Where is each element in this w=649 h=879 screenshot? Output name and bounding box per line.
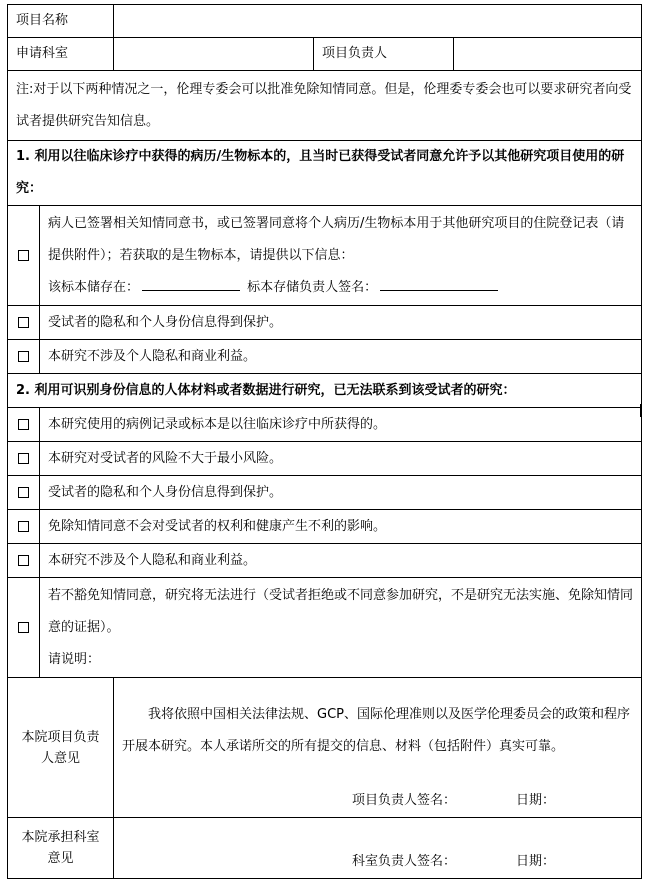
pi-field[interactable] — [454, 38, 642, 71]
dept-opinion-cell — [114, 818, 642, 879]
dept-signature-row — [122, 846, 633, 878]
storage-field[interactable] — [142, 276, 240, 291]
project-name-field[interactable] — [114, 5, 642, 38]
checkbox-s2-item4[interactable] — [18, 521, 29, 532]
s2-item1: 本研究使用的病例记录或标本是以往临床诊疗中所获得的。 — [40, 408, 642, 442]
checkbox-cell — [8, 544, 40, 578]
s2-item6 — [40, 578, 642, 678]
s2-item2: 本研究对受试者的风险不大于最小风险。 — [40, 442, 642, 476]
checkbox-cell — [8, 306, 40, 340]
checkbox-s1-item3[interactable] — [18, 351, 29, 362]
note-text: 注:对于以下两种情况之一，伦理专委会可以批准免除知情同意。但是，伦理委专委会也可以要求研究者向受试者提供研究告知信息。 — [8, 71, 642, 141]
project-name-label: 项目名称 — [8, 5, 114, 38]
checkbox-s2-item1[interactable] — [18, 419, 29, 430]
s2-item6-text: 若不豁免知情同意，研究将无法进行（受试者拒绝或不同意参加研究，不是研究无法实施、免除知情同意的证据）。 — [48, 587, 634, 635]
pi-sign-label[interactable]: 项目负责人签名： — [352, 793, 457, 808]
s2-item3: 受试者的隐私和个人身份信息得到保护。 — [40, 476, 642, 510]
checkbox-s1-item1[interactable] — [18, 250, 29, 261]
checkbox-s2-item3[interactable] — [18, 487, 29, 498]
checkbox-s2-item5[interactable] — [18, 555, 29, 566]
s1-item1 — [40, 206, 642, 306]
s2-item4: 免除知情同意不会对受试者的权利和健康产生不利的影响。 — [40, 510, 642, 544]
section1-heading: 1. 利用以往临床诊疗中获得的病历/生物标本的，且当时已获得受试者同意允许予以其他研究项目使用的研究： — [8, 141, 642, 206]
pi-opinion-cell — [114, 678, 642, 818]
dept-date-label[interactable]: 日期： — [516, 854, 556, 869]
table-edge-mark — [640, 404, 642, 417]
pi-signature-row — [122, 785, 633, 817]
dept-opinion-label: 本院承担科室意见 — [8, 818, 114, 879]
checkbox-s1-item2[interactable] — [18, 317, 29, 328]
dept-field[interactable] — [114, 38, 314, 71]
storage-label: 该标本储存在： — [48, 279, 140, 295]
checkbox-cell — [8, 578, 40, 678]
s2-item5: 本研究不涉及个人隐私和商业利益。 — [40, 544, 642, 578]
checkbox-cell — [8, 442, 40, 476]
dept-label: 申请科室 — [8, 38, 114, 71]
exemption-form — [7, 4, 642, 879]
checkbox-s2-item2[interactable] — [18, 453, 29, 464]
checkbox-cell — [8, 510, 40, 544]
s1-item2: 受试者的隐私和个人身份信息得到保护。 — [40, 306, 642, 340]
custodian-sign-field[interactable] — [380, 276, 498, 291]
checkbox-cell — [8, 476, 40, 510]
checkbox-cell — [8, 340, 40, 374]
pi-label: 项目负责人 — [314, 38, 454, 71]
pi-statement: 我将依照中国相关法律法规、GCP、国际伦理准则以及医学伦理委员会的政策和程序开展本研究。本人承诺所交的所有提交的信息、材料（包括附件）真实可靠。 — [122, 707, 631, 754]
dept-sign-label[interactable]: 科室负责人签名： — [352, 854, 457, 869]
custodian-sign-label: 标本存储负责人签名： — [247, 279, 378, 295]
explain-label: 请说明： — [48, 651, 101, 667]
pi-opinion-label: 本院项目负责人意见 — [8, 678, 114, 818]
pi-date-label[interactable]: 日期： — [516, 793, 556, 808]
section2-heading: 2. 利用可识别身份信息的人体材料或者数据进行研究，已无法联系到该受试者的研究： — [8, 374, 642, 408]
s1-item1-text: 病人已签署相关知情同意书，或已签署同意将个人病历/生物标本用于其他研究项目的住院登记表（请提供附件）；若获取的是生物标本，请提供以下信息： — [48, 215, 625, 263]
checkbox-s2-item6[interactable] — [18, 622, 29, 633]
checkbox-cell — [8, 206, 40, 306]
s1-item3: 本研究不涉及个人隐私和商业利益。 — [40, 340, 642, 374]
checkbox-cell — [8, 408, 40, 442]
